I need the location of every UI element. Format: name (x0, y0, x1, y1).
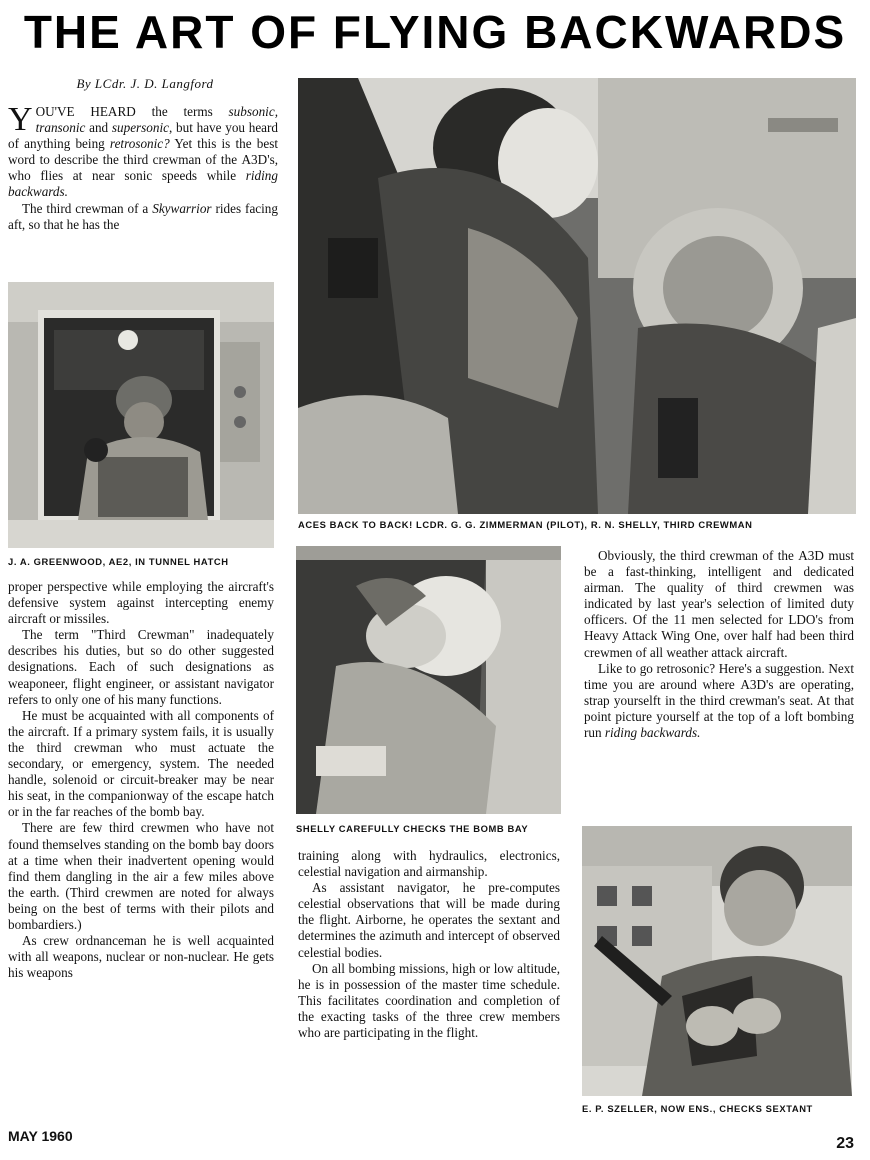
byline: By LCdr. J. D. Langford (76, 76, 214, 91)
text-run: The third crewman of a (22, 200, 153, 216)
intro-paragraph (8, 101, 279, 201)
emphasis: retrosonic? (109, 136, 170, 152)
caption-greenwood: J. A. GREENWOOD, AE2, IN TUNNEL HATCH (8, 556, 229, 567)
caption-shelly: SHELLY CAREFULLY CHECKS THE BOMB BAY (296, 823, 529, 834)
cockpit-image (298, 78, 856, 514)
column-1-text (8, 579, 274, 981)
emphasis: riding backwards. (604, 725, 701, 741)
photo-sextant (582, 826, 852, 1096)
caption-aces: ACES BACK TO BACK! LCDR. G. G. ZIMMERMAN (PILOT), R. N. SHELLY, THIRD CREWMAN (298, 519, 753, 530)
aircraft-designation: A3D (798, 548, 824, 563)
emphasis: Skywarrior (152, 200, 212, 216)
photo-aces-back-to-back (298, 78, 856, 514)
aircraft-designation: A3D (740, 676, 767, 692)
sextant-image (582, 826, 852, 1096)
text-run: Yet this is the best word to describe the third crewman of the (8, 136, 278, 168)
text-run: the terms (135, 104, 229, 119)
footer-date: MAY 1960 (8, 1128, 73, 1144)
emphasis: subsonic, transonic (35, 104, 278, 136)
caption-szeller: E. P. SZELLER, NOW ENS., CHECKS SEXTANT (582, 1103, 813, 1114)
intro-text (8, 101, 279, 233)
text-run: rides facing aft, so that he has the (8, 200, 278, 232)
text-run: 's are operating, strap yourselft in the third crewman's seat. At that point picture yourself at the top of a loft bombing run (584, 676, 854, 741)
column-3-text (584, 548, 854, 741)
drop-cap: Y (8, 101, 33, 138)
text-run: and (85, 120, 112, 136)
text-run: , but have you heard of anything being (8, 120, 279, 152)
paragraph: training along with hydraulics, electronics, celestial navigation and airmanship. (298, 848, 560, 880)
text-run: Obviously, the third crewman of the (598, 548, 799, 563)
lead-in: OU'VE HEARD (35, 104, 136, 119)
tunnel-hatch-image (8, 282, 274, 548)
column-2-text (298, 848, 560, 1041)
paragraph (584, 661, 854, 741)
paragraph: On all bombing missions, high or low altitude, he is in possession of the master time schedule. This facilitates coordination and completion of the exacting tasks of the three crew members who are participating in the flight. (298, 960, 560, 1041)
bomb-bay-image (296, 546, 561, 814)
paragraph: He must be acquainted with all components of the aircraft. If a primary system fails, it is usually the third crewman who must actuate the secondary, or emergency, system. The needed handle, solenoid or circuit-breaker may be near his seat, in the companionway of the escape hatch or in the far reaches of the bomb bay. (8, 707, 274, 820)
aircraft-designation: A3D (241, 152, 268, 168)
paragraph: There are few third crewmen who have not found themselves standing on the bomb bay doors at a time when their inadvertent opening would find them dangling in the air a few miles above the earth. (Third crewmen are noted for always being on the best of terms with their pilots and bombardiers.) (8, 820, 274, 932)
text-run: Like to go retrosonic? Here's a suggestion. Next time you are around where (584, 660, 854, 692)
paragraph (584, 548, 854, 661)
photo-tunnel-hatch (8, 282, 274, 548)
paragraph: The term "Third Crewman" inadequately describes his duties, but so do other suggested designations. Each of such designations as weaponeer, flight engineer, or assistant navigator refers to only one of his many functions. (8, 627, 274, 707)
photo-bomb-bay (296, 546, 561, 814)
emphasis: riding backwards. (8, 168, 278, 200)
article-title: THE ART OF FLYING BACKWARDS (23, 6, 847, 58)
page-number: 23 (836, 1135, 854, 1152)
paragraph (8, 201, 278, 233)
emphasis: supersonic (111, 120, 170, 136)
text-run: 's, who flies at near sonic speeds while (8, 152, 278, 184)
paragraph: As assistant navigator, he pre-computes celestial observations that will be made during the flight. Airborne, he operates the sextant and determines the azimuth and intercept of observed celestial bodies. (298, 880, 560, 960)
paragraph: proper perspective while employing the aircraft's defensive system against intercepting enemy aircraft or missiles. (8, 579, 274, 627)
paragraph: As crew ordnanceman he is well acquainted with all weapons, nuclear or non-nuclear. He gets his weapons (8, 933, 274, 981)
text-run: must be a fast-thinking, intelligent and dedicated airman. The quality of third crewmen was indicated by last year's selection of limited duty officers. Of the 11 men selected for LDO's from Heavy Attack Wing One, over half had been third crewmen of all weather attack aircraft. (584, 548, 854, 660)
